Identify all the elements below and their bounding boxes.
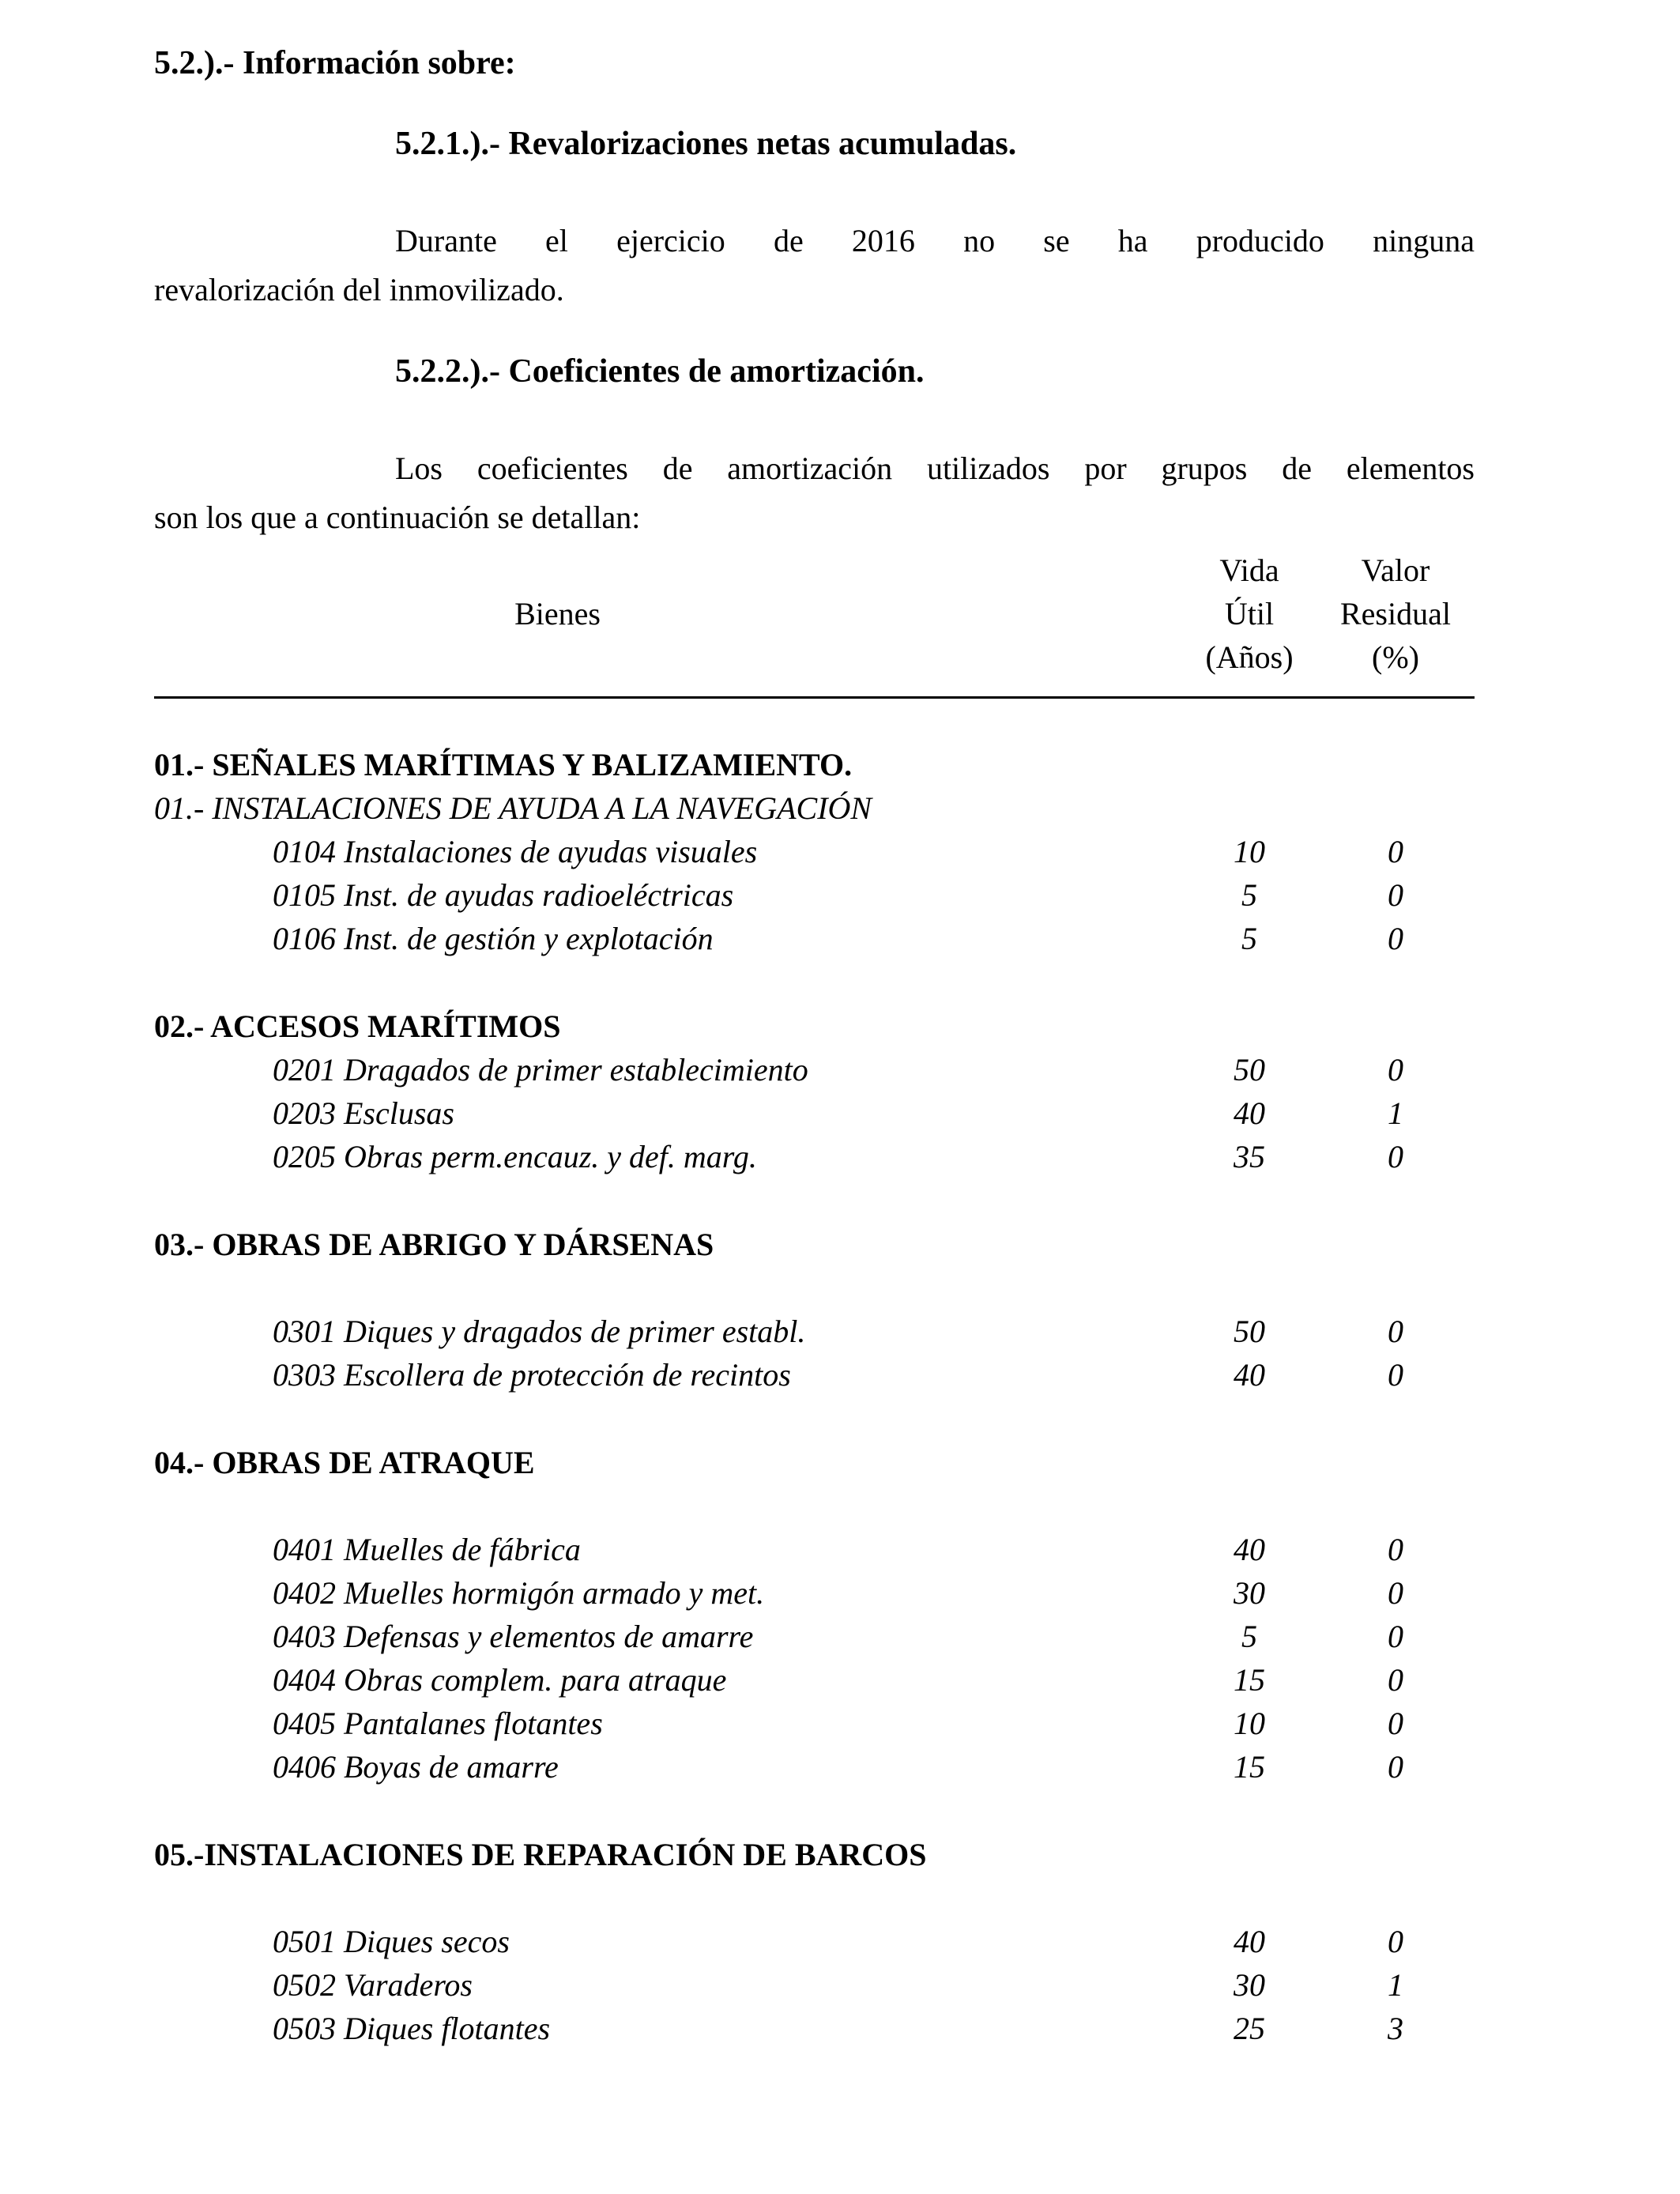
- item-vida-util: 5: [1241, 877, 1257, 913]
- header-line: Residual: [1340, 596, 1451, 631]
- item-valor-residual: 0: [1388, 1662, 1403, 1698]
- table-row: [154, 873, 1475, 917]
- group-heading: 04.- OBRAS DE ATRAQUE: [154, 1445, 535, 1480]
- item-vida-util: 50: [1234, 1052, 1265, 1088]
- item-vida-util: 30: [1234, 1575, 1265, 1611]
- subsection-heading-521: 5.2.1.).- Revalorizaciones netas acumuladas.: [395, 126, 1017, 162]
- item-name: 0503 Diques flotantes: [273, 2011, 551, 2046]
- item-name: 0104 Instalaciones de ayudas visuales: [273, 834, 758, 869]
- column-header-vida-util: [1182, 548, 1317, 679]
- paragraph-coeficientes: [154, 444, 1475, 542]
- table-row: [154, 1963, 1475, 2007]
- item-valor-residual: 0: [1388, 1532, 1403, 1567]
- paragraph-line: son los que a continuación se detallan:: [154, 499, 641, 535]
- item-name: 0303 Escollera de protección de recintos: [273, 1357, 791, 1393]
- item-name: 0106 Inst. de gestión y explotación: [273, 921, 714, 956]
- item-name: 0402 Muelles hormigón armado y met.: [273, 1575, 765, 1611]
- header-line: Valor: [1361, 552, 1430, 588]
- group-heading: 01.- SEÑALES MARÍTIMAS Y BALIZAMIENTO.: [154, 747, 853, 782]
- table-row: [154, 1310, 1475, 1353]
- table-row: [154, 1745, 1475, 1789]
- item-name: 0401 Muelles de fábrica: [273, 1532, 581, 1567]
- table-row: [154, 917, 1475, 960]
- group-heading: 05.-INSTALACIONES DE REPARACIÓN DE BARCOS: [154, 1837, 927, 1872]
- asset-group-01: [154, 743, 1475, 960]
- asset-group-05: [154, 1833, 1475, 2050]
- paragraph-line: Los coeficientes de amortización utilizados por grupos de elementos: [395, 450, 1475, 486]
- asset-group-03: [154, 1223, 1475, 1397]
- item-valor-residual: 0: [1388, 877, 1403, 913]
- item-vida-util: 35: [1234, 1139, 1265, 1174]
- table-row: [154, 1920, 1475, 1963]
- item-vida-util: 40: [1234, 1924, 1265, 1959]
- table-row: [154, 2007, 1475, 2050]
- header-line: (%): [1372, 639, 1419, 675]
- table-row: [154, 1658, 1475, 1702]
- table-header: [154, 548, 1475, 679]
- header-line: Vida: [1219, 552, 1279, 588]
- table-row: [154, 1702, 1475, 1745]
- group-heading: 03.- OBRAS DE ABRIGO Y DÁRSENAS: [154, 1227, 714, 1262]
- section-heading: 5.2.).- Información sobre:: [154, 45, 516, 81]
- table-row: [154, 1571, 1475, 1615]
- header-line: Útil: [1224, 596, 1275, 631]
- column-header-valor-residual: [1317, 548, 1475, 679]
- item-name: 0403 Defensas y elementos de amarre: [273, 1619, 754, 1654]
- group-subheading: 01.- INSTALACIONES DE AYUDA A LA NAVEGACIÓN: [154, 790, 872, 826]
- item-name: 0501 Diques secos: [273, 1924, 510, 1959]
- item-vida-util: 15: [1234, 1749, 1265, 1785]
- paragraph-line: Durante el ejercicio de 2016 no se ha producido ninguna: [395, 223, 1475, 258]
- item-valor-residual: 3: [1388, 2011, 1403, 2046]
- item-vida-util: 10: [1234, 834, 1265, 869]
- item-name: 0105 Inst. de ayudas radioeléctricas: [273, 877, 734, 913]
- item-name: 0405 Pantalanes flotantes: [273, 1706, 603, 1741]
- item-valor-residual: 0: [1388, 1749, 1403, 1785]
- table-row: [154, 1091, 1475, 1135]
- item-vida-util: 5: [1241, 921, 1257, 956]
- item-name: 0301 Diques y dragados de primer establ.: [273, 1314, 806, 1349]
- item-name: 0203 Esclusas: [273, 1095, 454, 1131]
- item-valor-residual: 1: [1388, 1967, 1403, 2003]
- table-row: [154, 830, 1475, 873]
- asset-group-04: [154, 1441, 1475, 1789]
- item-valor-residual: 1: [1388, 1095, 1403, 1131]
- header-line: (Años): [1205, 639, 1294, 675]
- subsection-heading-522: 5.2.2.).- Coeficientes de amortización.: [395, 353, 925, 390]
- item-name: 0406 Boyas de amarre: [273, 1749, 559, 1785]
- item-vida-util: 40: [1234, 1532, 1265, 1567]
- table-row: [154, 1048, 1475, 1091]
- item-valor-residual: 0: [1388, 1052, 1403, 1088]
- item-valor-residual: 0: [1388, 921, 1403, 956]
- item-valor-residual: 0: [1388, 1357, 1403, 1393]
- table-row: [154, 1615, 1475, 1658]
- column-header-bienes: Bienes: [514, 596, 601, 631]
- item-vida-util: 15: [1234, 1662, 1265, 1698]
- paragraph-revalorizaciones: [154, 217, 1475, 315]
- item-valor-residual: 0: [1388, 1139, 1403, 1174]
- item-vida-util: 40: [1234, 1357, 1265, 1393]
- item-name: 0404 Obras complem. para atraque: [273, 1662, 727, 1698]
- item-valor-residual: 0: [1388, 1924, 1403, 1959]
- item-vida-util: 25: [1234, 2011, 1265, 2046]
- table-row: [154, 1528, 1475, 1571]
- item-vida-util: 50: [1234, 1314, 1265, 1349]
- item-valor-residual: 0: [1388, 1706, 1403, 1741]
- item-name: 0502 Varaderos: [273, 1967, 473, 2003]
- item-valor-residual: 0: [1388, 1619, 1403, 1654]
- paragraph-line: revalorización del inmovilizado.: [154, 272, 564, 307]
- item-vida-util: 5: [1241, 1619, 1257, 1654]
- item-valor-residual: 0: [1388, 1314, 1403, 1349]
- item-valor-residual: 0: [1388, 834, 1403, 869]
- group-heading: 02.- ACCESOS MARÍTIMOS: [154, 1008, 561, 1044]
- item-name: 0205 Obras perm.encauz. y def. marg.: [273, 1139, 757, 1174]
- horizontal-rule: [154, 696, 1475, 699]
- item-name: 0201 Dragados de primer establecimiento: [273, 1052, 808, 1088]
- item-valor-residual: 0: [1388, 1575, 1403, 1611]
- table-row: [154, 1135, 1475, 1178]
- item-vida-util: 40: [1234, 1095, 1265, 1131]
- item-vida-util: 30: [1234, 1967, 1265, 2003]
- asset-group-02: [154, 1005, 1475, 1178]
- item-vida-util: 10: [1234, 1706, 1265, 1741]
- table-row: [154, 1353, 1475, 1397]
